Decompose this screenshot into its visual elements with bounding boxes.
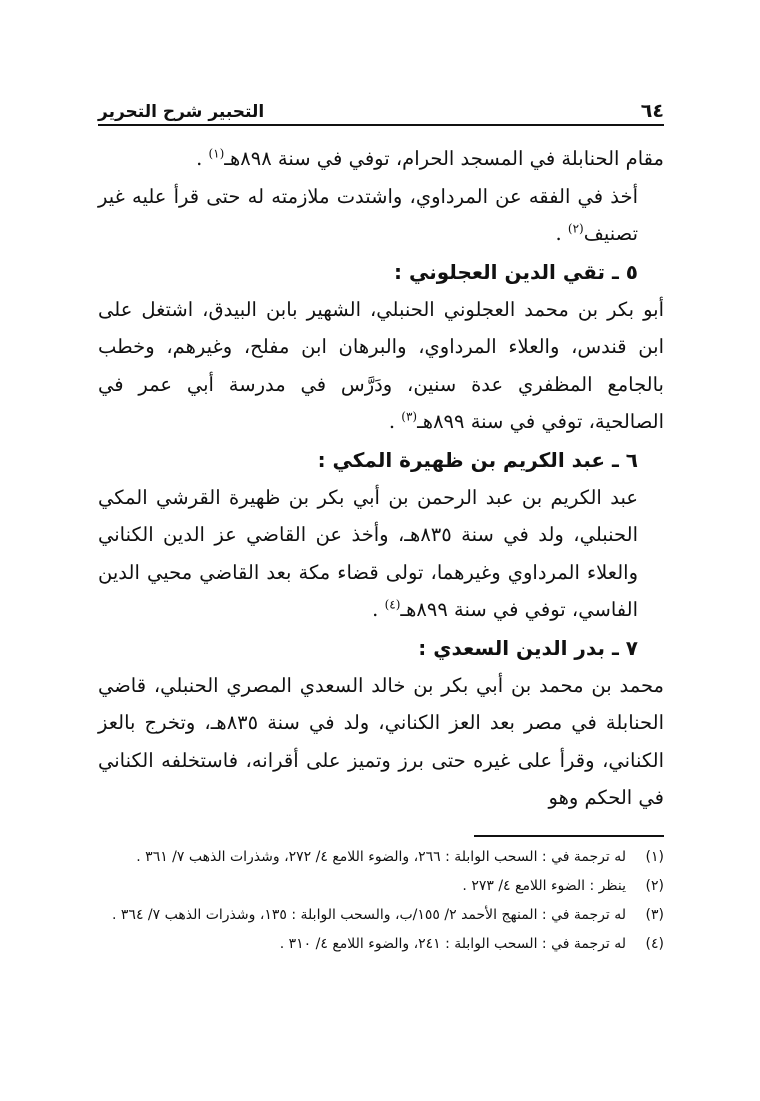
paragraph-2: [98, 178, 664, 253]
main-text: [98, 140, 664, 817]
paragraph-3: [98, 291, 664, 441]
footnote-ref-4: (٤): [384, 597, 401, 612]
running-header: [98, 84, 664, 122]
footnote-text: له ترجمة في : السحب الوابلة : ٢٦٦، والضوء اللامع ٤/ ٢٧٢، وشذرات الذهب ٧/ ٣٦١ .: [136, 848, 626, 865]
paragraph-5-text: محمد بن محمد بن أبي بكر بن خالد السعدي المصري الحنبلي، قاضي الحنابلة في مصر بعد العز الكناني، ولد في سنة ٨٣٥هـ، وتخرج بالعز الكناني، وقرأ على غيره حتى برز وتميز على أقرانه، فاستخلفه الكناني في الحكم وهو: [98, 673, 664, 809]
paragraph-3-text: أبو بكر بن محمد العجلوني الحنبلي، الشهير بابن البيدق، اشتغل على ابن قندس، والعلاء المرداوي، والبرهان ابن مفلح، وغيرهم، وخطب بالجامع المظفري عدة سنين، ودَرَّس في مدرسة أبي عمر في الصالحية، توفي في سنة ٨٩٩هـ: [98, 297, 664, 433]
paragraph-2-text: أخذ في الفقه عن المرداوي، واشتدت ملازمته له حتى قرأ عليه غير تصنيف: [98, 184, 638, 245]
heading-biography-6: ٦ ـ عبد الكريم بن ظهيرة المكي :: [317, 447, 638, 472]
footnote: [98, 843, 664, 872]
paragraph-4: [98, 479, 664, 629]
paragraph-4-end: .: [372, 598, 385, 621]
footnote-number: (٤): [645, 935, 664, 952]
footnote-ref-1: (١): [208, 146, 225, 161]
footnote-number: (١): [645, 848, 664, 865]
footnote-ref-3: (٣): [401, 409, 418, 424]
footnote-text: له ترجمة في : المنهج الأحمد ٢/ ١٥٥/ب، والسحب الوابلة : ١٣٥، وشذرات الذهب ٧/ ٣٦٤ .: [112, 906, 626, 923]
footnote: [98, 901, 664, 930]
paragraph-3-end: .: [388, 410, 402, 433]
footnote-number: (٢): [645, 877, 664, 894]
paragraph-4-text: عبد الكريم بن عبد الرحمن بن أبي بكر بن ظهيرة القرشي المكي الحنبلي، ولد في سنة ٨٣٥هـ، وأخذ عن القاضي عز الدين الكناني والعلاء المرداوي وغيرهما، تولى قضاء مكة بعد القاضي محيي الدين الفاسي، توفي في سنة ٨٩٩هـ: [98, 485, 638, 621]
heading-biography-5: ٥ ـ تقي الدين العجلوني :: [394, 259, 638, 284]
book-page: [98, 84, 664, 1004]
paragraph-5: [98, 667, 664, 817]
header-rule: [98, 124, 664, 126]
paragraph-1: [98, 140, 664, 178]
footnote: [98, 930, 664, 959]
footnote-ref-2: (٢): [567, 221, 584, 236]
footnote-text: له ترجمة في : السحب الوابلة : ٢٤١، والضوء اللامع ٤/ ٣١٠ .: [279, 935, 626, 952]
heading-biography-7: ٧ ـ بدر الدين السعدي :: [418, 635, 638, 660]
page-number: ٦٤: [640, 100, 664, 122]
paragraph-1-text: مقام الحنابلة في المسجد الحرام، توفي في سنة ٨٩٨هـ: [224, 147, 664, 170]
paragraph-2-end: .: [555, 222, 568, 245]
footnote-text: ينظر : الضوء اللامع ٤/ ٢٧٣ .: [462, 877, 626, 894]
footnotes: [98, 843, 664, 959]
running-title: التحبير شرح التحرير: [98, 102, 265, 122]
footnote-number: (٣): [645, 906, 664, 923]
footnote: [98, 872, 664, 901]
paragraph-1-end: .: [196, 147, 209, 170]
footnote-rule: [474, 835, 664, 837]
